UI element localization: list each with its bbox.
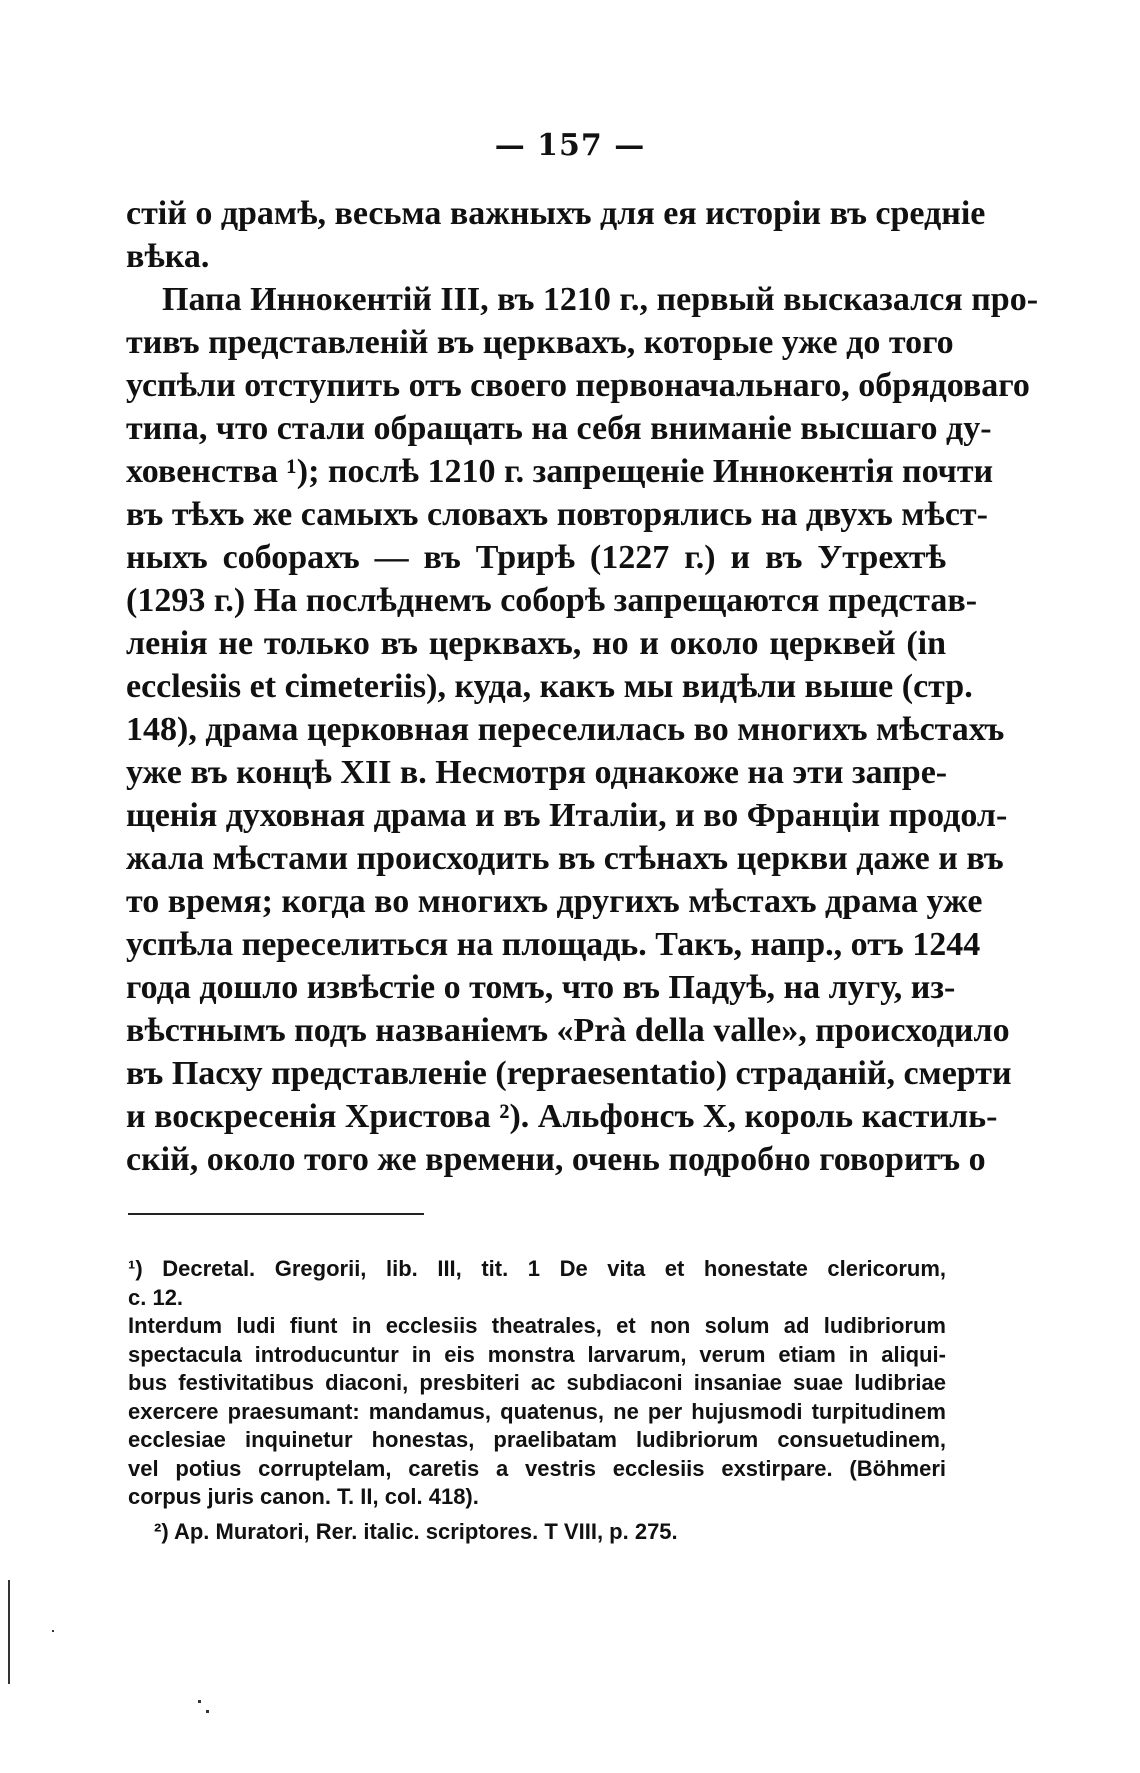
footnote-1-line: ecclesiae inquinetur honestas, praelibatam ludibriorum consuetudinem, (128, 1427, 946, 1452)
text-line: стій о драмѣ, весьма важныхъ для ея исторіи въ средніе (126, 195, 986, 232)
scan-speck (206, 1710, 209, 1713)
footnote-1-line: ¹) Decretal. Gregorii, lib. III, tit. 1 De vita et honestate clericorum, (128, 1256, 946, 1281)
text-line: Папа Иннокентій III, въ 1210 г., первый высказался про- (162, 281, 1039, 318)
text-line: въ Пасху представленіе (repraesentatio) страданій, смерти (126, 1055, 1012, 1092)
page-number: — 157 — (494, 128, 646, 163)
footnote-1-line: corpus juris canon. T. II, col. 418). (128, 1484, 479, 1509)
text-line: успѣла переселиться на площадь. Такъ, напр., отъ 1244 (126, 926, 981, 963)
footnote-1-line: Interdum ludi fiunt in ecclesiis theatrales, et non solum ad ludibriorum (128, 1313, 946, 1338)
text-line: ecclesiis et cimeteriis), куда, какъ мы видѣли выше (стр. (126, 668, 973, 705)
scan-margin-line (8, 1580, 10, 1684)
text-line: (1293 г.) На послѣднемъ соборѣ запрещаются представ- (126, 582, 978, 619)
text-line: вѣстнымъ подъ названіемъ «Prà della valle», происходило (126, 1012, 1010, 1049)
text-line: уже въ концѣ XII в. Несмотря однакоже на эти запре- (126, 754, 948, 791)
footnote-1-line: c. 12. (128, 1284, 184, 1310)
text-line: ховенства ¹); послѣ 1210 г. запрещеніе Иннокентія почти (126, 453, 994, 490)
text-line: то время; когда во многихъ другихъ мѣстахъ драма уже (126, 883, 983, 920)
text-line: успѣли отступить отъ своего первоначальнаго, обрядоваго (126, 367, 1030, 404)
footnote-2: ²) Ap. Muratori, Rer. italic. scriptores. T VIII, p. 275. (154, 1518, 678, 1544)
text-line: года дошло извѣстіе о томъ, что въ Падуѣ, на лугу, из- (126, 969, 956, 1006)
footnote-1-line: vel potius corruptelam, caretis a vestris ecclesiis exstirpare. (Böhmeri (128, 1455, 946, 1481)
text-line: тивъ представленій въ церквахъ, которые уже до того (126, 324, 954, 361)
text-line: скій, около того же времени, очень подробно говоритъ о (126, 1141, 986, 1178)
text-line: щенія духовная драма и въ Италіи, и во Франціи продол- (126, 797, 1008, 834)
footnote-divider (128, 1213, 424, 1215)
text-line: ленія не только въ церквахъ, но и около церквей (in (126, 625, 946, 662)
footnotes (128, 1255, 946, 1546)
text-line: вѣка. (126, 238, 210, 275)
text-line: ныхъ соборахъ — въ Трирѣ (1227 г.) и въ Утрехтѣ (126, 539, 946, 576)
main-text (126, 192, 1039, 1181)
footnote-1-line: bus festivitatibus diaconi, presbiteri ac subdiaconi insaniae suae ludibriae (128, 1370, 946, 1395)
text-line: жала мѣстами происходить въ стѣнахъ церкви даже и въ (126, 840, 1004, 877)
text-line: и воскресенія Христова ²). Альфонсъ X, король кастиль- (126, 1098, 998, 1135)
text-line: 148), драма церковная переселилась во многихъ мѣстахъ (126, 711, 1005, 748)
footnote-1-line: exercere praesumant: mandamus, quatenus, ne per hujusmodi turpitudinem (128, 1398, 946, 1424)
footnote-1-line: spectacula introducuntur in eis monstra larvarum, verum etiam in aliqui- (128, 1341, 946, 1367)
scan-speck (52, 1630, 54, 1632)
scan-speck (198, 1700, 201, 1703)
text-line: типа, что стали обращать на себя вниманіе высшаго ду- (126, 410, 992, 447)
text-line: въ тѣхъ же самыхъ словахъ повторялись на двухъ мѣст- (126, 496, 988, 533)
